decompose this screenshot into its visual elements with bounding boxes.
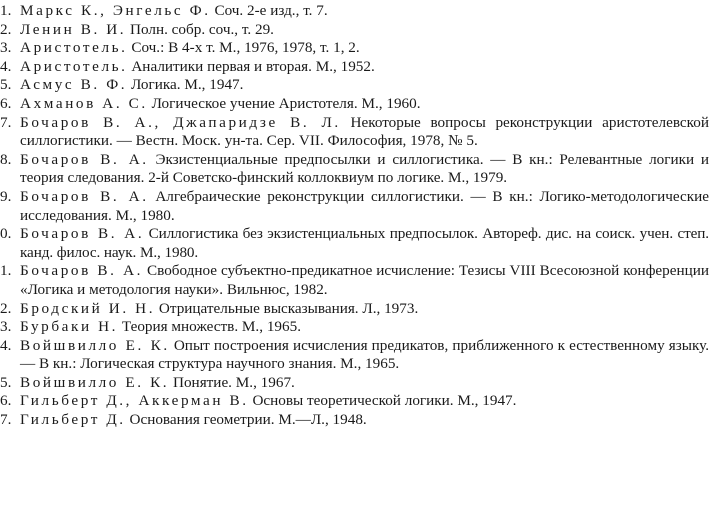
bibliography-entry <box>0 411 709 430</box>
entry-number: 5. <box>0 373 12 391</box>
entry-number: 1. <box>0 262 12 280</box>
entry-number: 6. <box>0 94 12 112</box>
entry-author: Бочаров В. А., Джапаридзе В. Л. <box>20 113 341 131</box>
entry-text: Отрицательные высказывания. Л., 1973. <box>155 299 419 317</box>
entry-text: Некоторые вопросы реконструкции аристотелевской силлогистики. — Вестн. Моск. ун-та. Сер. VII. Философия, 1978, № 5. <box>20 113 709 150</box>
entry-author: Бурбаки Н. <box>20 318 119 336</box>
bibliography-entry <box>0 300 709 319</box>
entry-author: Маркс К., Энгельс Ф. <box>20 2 211 19</box>
bibliography-list <box>0 2 709 430</box>
entry-author: Гильберт Д., Аккерман В. <box>20 392 249 410</box>
entry-number: 2. <box>0 299 12 317</box>
entry-text: Основы теоретической логики. М., 1947. <box>248 392 517 410</box>
bibliography-entry <box>0 39 709 58</box>
entry-number: 3. <box>0 318 12 336</box>
bibliography-entry <box>0 392 709 411</box>
bibliography-entry <box>0 262 709 299</box>
entry-number: 5. <box>0 76 12 94</box>
entry-text: Аналитики первая и вторая. М., 1952. <box>127 57 375 75</box>
bibliography-entry <box>0 374 709 393</box>
bibliography-entry <box>0 76 709 95</box>
entry-number: 7. <box>0 113 12 131</box>
entry-text: Соч.: В 4-х т. М., 1976, 1978, т. 1, 2. <box>127 39 360 57</box>
entry-number: 2. <box>0 20 12 38</box>
entry-author: Войшвилло Е. К. <box>20 373 170 391</box>
entry-number: 3. <box>0 39 12 57</box>
bibliography-entry <box>0 21 709 40</box>
entry-author: Бочаров В. А. <box>20 187 149 205</box>
bibliography-entry <box>0 188 709 225</box>
entry-text: Основания геометрии. М.—Л., 1948. <box>125 411 367 429</box>
entry-text: Логическое учение Аристотеля. М., 1960. <box>147 94 421 112</box>
entry-author: Гильберт Д. <box>20 411 126 429</box>
entry-number: 0. <box>0 225 12 243</box>
entry-number: 9. <box>0 187 12 205</box>
bibliography-entry <box>0 95 709 114</box>
entry-number: 8. <box>0 150 12 168</box>
entry-text: Экзистенциальные предпосылки и силлогистика. — В кн.: Релевантные логики и теория следования. 2-й Советско-финский коллоквиум по логике. М., 1979. <box>20 150 709 187</box>
entry-author: Ленин В. И. <box>20 20 127 38</box>
entry-author: Бочаров В. А. <box>20 150 149 168</box>
entry-text: Логика. М., 1947. <box>127 76 244 94</box>
bibliography-entry <box>0 337 709 374</box>
entry-number: 1. <box>0 2 12 19</box>
entry-text: Опыт построения исчисления предикатов, приближенного к естественному языку. — В кн.: Логическая структура научного знания. М., 1965. <box>20 336 709 373</box>
entry-author: Аристотель. <box>20 57 128 75</box>
bibliography-entry <box>0 225 709 262</box>
entry-author: Аристотель. <box>20 39 128 57</box>
entry-text: Полн. собр. соч., т. 29. <box>126 20 274 38</box>
bibliography-entry <box>0 151 709 188</box>
entry-author: Бродский И. Н. <box>20 299 156 317</box>
entry-text: Силлогистика без экзистенциальных предпосылок. Автореф. дис. на соиск. учен. степ. канд. филос. наук. М., 1980. <box>20 225 709 261</box>
entry-text: Соч. 2-е изд., т. 7. <box>210 2 328 19</box>
bibliography-entry <box>0 2 709 21</box>
bibliography-entry <box>0 114 709 151</box>
entry-author: Бочаров В. А. <box>20 225 145 243</box>
entry-author: Асмус В. Ф. <box>20 76 128 94</box>
entry-text: Теория множеств. М., 1965. <box>118 318 301 336</box>
entry-number: 7. <box>0 411 12 429</box>
entry-text: Алгебраические реконструкции силлогистики. — В кн.: Логико-методологические исследования. М., 1980. <box>20 187 710 224</box>
entry-author: Ахманов А. С. <box>20 94 148 112</box>
bibliography-entry <box>0 58 709 77</box>
entry-author: Войшвилло Е. К. <box>20 336 170 354</box>
bibliography-entry <box>0 318 709 337</box>
entry-number: 4. <box>0 336 12 354</box>
entry-author: Бочаров В. А. <box>20 262 144 280</box>
entry-number: 6. <box>0 392 12 410</box>
entry-number: 4. <box>0 57 12 75</box>
entry-text: Свободное субъектно-предикатное исчисление: Тезисы VIII Всесоюзной конференции «Логика и методология науки». Вильнюс, 1982. <box>20 262 709 298</box>
entry-text: Понятие. М., 1967. <box>169 373 295 391</box>
